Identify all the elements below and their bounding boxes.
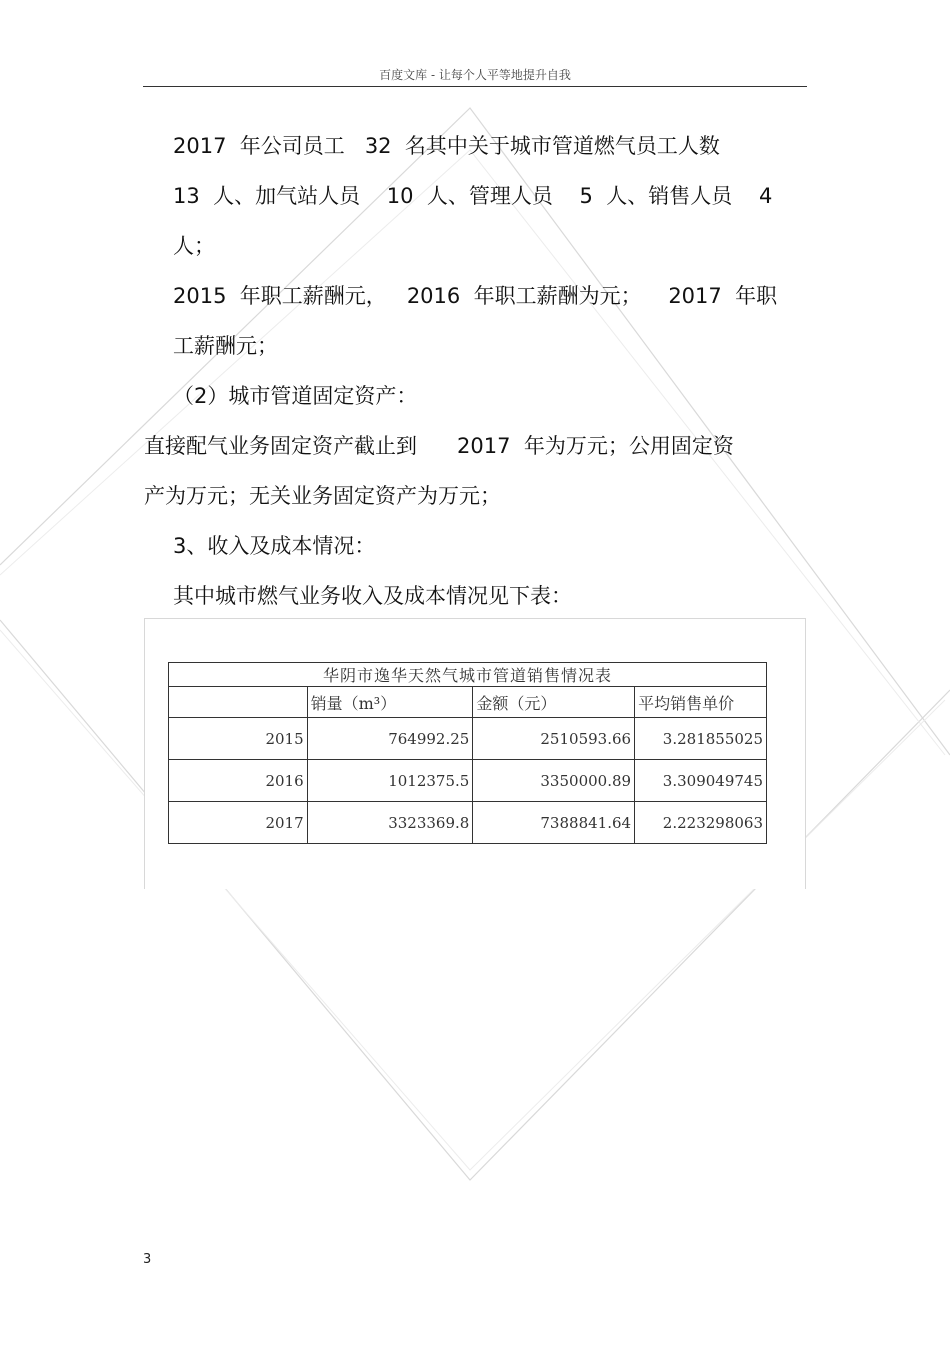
table-cell-amount: 7388841.64	[473, 802, 635, 844]
table-cell-amount: 2510593.66	[473, 718, 635, 760]
page-number: 3	[143, 1252, 152, 1267]
table-row	[169, 718, 767, 760]
table-cell-unit-price: 2.223298063	[635, 802, 767, 844]
table-header-volume: 销量（m³）	[307, 687, 473, 718]
table-title: 华阴市逸华天然气城市管道销售情况表	[169, 663, 767, 687]
table-cell-year: 2015	[169, 718, 308, 760]
body-line-9: 3、收入及成本情况：	[173, 534, 376, 558]
table-cell-unit-price: 3.309049745	[635, 760, 767, 802]
page-header: 百度文库 - 让每个人平等地提升自我	[379, 68, 571, 82]
table-cell-volume: 3323369.8	[307, 802, 473, 844]
body-line-2: 13 人、加气站人员 10 人、管理人员 5 人、销售人员 4	[173, 184, 773, 208]
table-row	[169, 760, 767, 802]
table-cell-year: 2016	[169, 760, 308, 802]
table-header-blank	[169, 687, 308, 718]
body-line-7: 直接配气业务固定资产截止到 2017 年为万元；公用固定资	[144, 434, 734, 458]
body-line-10: 其中城市燃气业务收入及成本情况见下表：	[173, 584, 572, 608]
table-header-unit-price: 平均销售单价	[635, 687, 767, 718]
sales-table	[168, 662, 767, 844]
body-line-5: 工薪酬元；	[173, 334, 278, 358]
table-row	[169, 802, 767, 844]
body-line-3: 人；	[173, 234, 215, 258]
body-line-4: 2015 年职工薪酬元， 2016 年职工薪酬为元； 2017 年职	[173, 284, 778, 308]
body-line-6: （2）城市管道固定资产：	[173, 384, 418, 408]
table-header-amount: 金额（元）	[473, 687, 635, 718]
body-line-8: 产为万元；无关业务固定资产为万元；	[144, 484, 501, 508]
table-cell-volume: 1012375.5	[307, 760, 473, 802]
table-cell-amount: 3350000.89	[473, 760, 635, 802]
table-cell-year: 2017	[169, 802, 308, 844]
table-cell-unit-price: 3.281855025	[635, 718, 767, 760]
table-image	[144, 618, 806, 889]
body-line-1: 2017 年公司员工 32 名其中关于城市管道燃气员工人数	[173, 134, 720, 158]
table-cell-volume: 764992.25	[307, 718, 473, 760]
